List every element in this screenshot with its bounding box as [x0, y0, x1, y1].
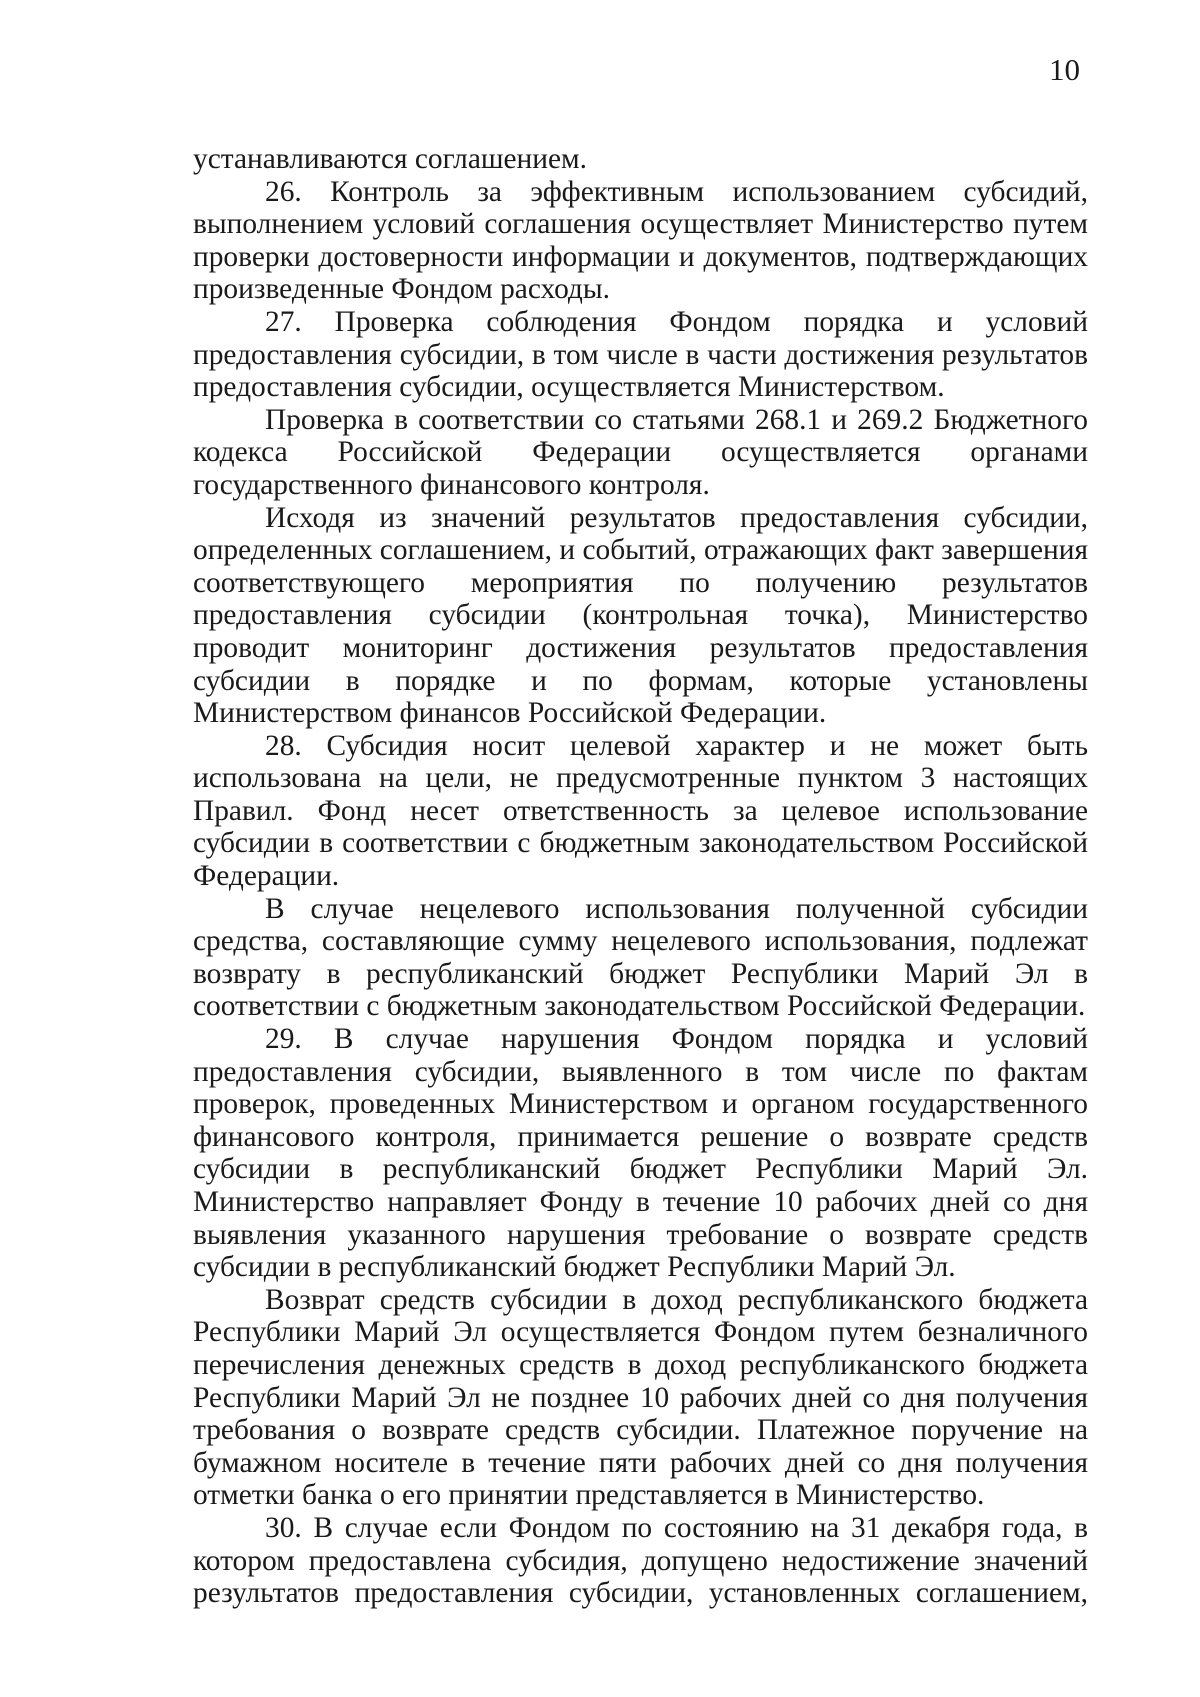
paragraph: устанавливаются соглашением.	[193, 143, 588, 175]
paragraph: 29. В случае нарушения Фондом порядка и условий предоставления субсидии, выявленного в том числе по фактам проверок, проведенных Министерством и органом государственного финансового контроля, принимается решение о возврате средств субсидии в республиканский бюджет Республики Марий Эл. Министерство направляет Фонду в течение 10 рабочих дней со дня выявления указанного нарушения требование о возврате средств субсидии в республиканский бюджет Республики Марий Эл.	[193, 1023, 1088, 1284]
paragraph: 28. Субсидия носит целевой характер и не может быть использована на цели, не предусмотренные пунктом 3 настоящих Правил. Фонд несет ответственность за целевое использование субсидии в соответствии с бюджетным законодательством Российской Федерации.	[193, 729, 1088, 893]
paragraph: 27. Проверка соблюдения Фондом порядка и условий предоставления субсидии, в том числе в части достижения результатов предоставления субсидии, осуществляется Министерством.	[193, 305, 1088, 404]
paragraph: В случае нецелевого использования полученной субсидии средства, составляющие сумму нецелевого использования, подлежат возврату в республиканский бюджет Республики Марий Эл в соответствии с бюджетным законодательством Российской Федерации.	[193, 892, 1088, 1023]
paragraph: Исходя из значений результатов предоставления субсидии, определенных соглашением, и событий, отражающих факт завершения соответствующего мероприятия по получению результатов предоставления субсидии (контрольная точка), Министерство проводит мониторинг достижения результатов предоставления субсидии в порядке и по формам, которые установлены Министерством финансов Российской Федерации.	[193, 501, 1088, 730]
paragraph: Возврат средств субсидии в доход республиканского бюджета Республики Марий Эл осуществляется Фондом путем безналичного перечисления денежных средств в доход республиканского бюджета Республики Марий Эл не позднее 10 рабочих дней со дня получения требования о возврате средств субсидии. Платежное поручение на бумажном носителе в течение пяти рабочих дней со дня получения отметки банка о его принятии представляется в Министерство.	[193, 1283, 1088, 1512]
paragraph: 30. В случае если Фондом по состоянию на 31 декабря года, в котором предоставлена субсидия, допущено недостижение значений результатов предоставления субсидии, установленных соглашением,	[193, 1511, 1088, 1610]
document-body	[193, 143, 1088, 1610]
paragraph: Проверка в соответствии со статьями 268.1 и 269.2 Бюджетного кодекса Российской Федерации осуществляется органами государственного финансового контроля.	[193, 403, 1088, 501]
page-number: 10	[1049, 52, 1080, 87]
paragraph: 26. Контроль за эффективным использованием субсидий, выполнением условий соглашения осуществляет Министерство путем проверки достоверности информации и документов, подтверждающих произведенные Фондом расходы.	[193, 175, 1088, 306]
